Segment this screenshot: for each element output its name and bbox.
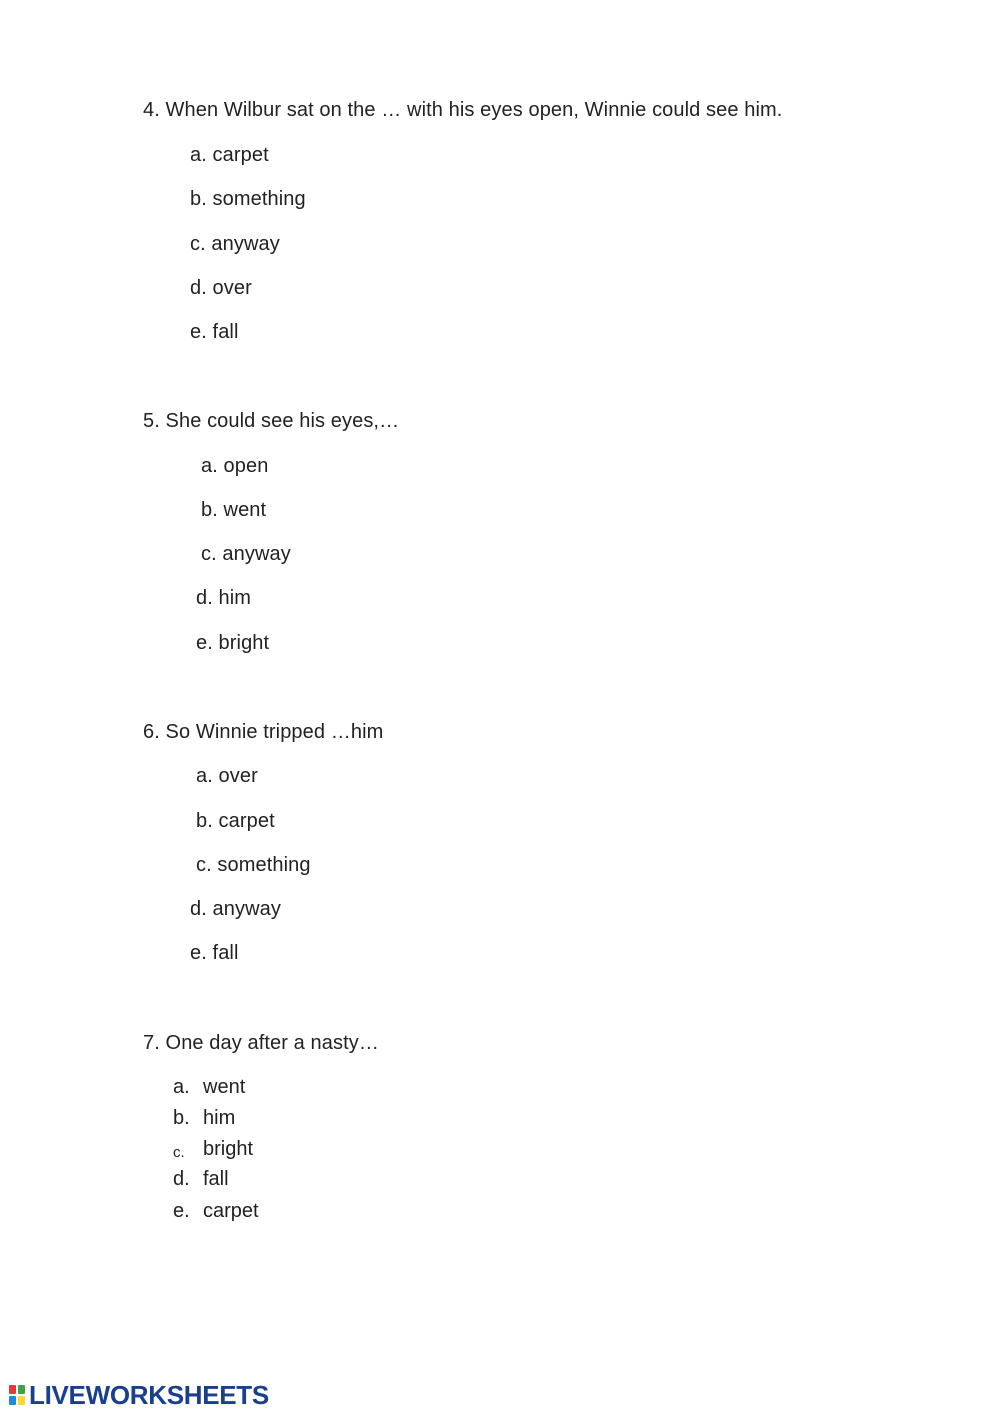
- question-5-option-e: e. bright: [196, 632, 270, 654]
- question-6-option-c: c. something: [196, 854, 311, 876]
- question-4-option-a: a. carpet: [190, 144, 269, 166]
- option-marker: b.: [173, 1107, 190, 1129]
- list-item: [173, 1167, 373, 1191]
- logo-square-blue: [9, 1396, 16, 1405]
- option-marker: e.: [173, 1200, 190, 1222]
- question-5-prompt: 5. She could see his eyes,…: [143, 410, 400, 432]
- question-7-prompt: 7. One day after a nasty…: [143, 1032, 379, 1054]
- question-4-option-d: d. over: [190, 277, 252, 299]
- list-item: [173, 1106, 373, 1130]
- logo-square-yellow: [18, 1396, 25, 1405]
- question-6-prompt: 6. So Winnie tripped …him: [143, 721, 384, 743]
- footer-brand[interactable]: [8, 1379, 269, 1410]
- list-item: [173, 1075, 373, 1099]
- logo-square-red: [9, 1385, 16, 1394]
- question-5-option-b: b. went: [201, 499, 267, 521]
- option-text: bright: [203, 1138, 254, 1160]
- question-5-option-d: d. him: [196, 587, 252, 609]
- option-text: fall: [203, 1168, 229, 1190]
- question-6-option-a: a. over: [196, 765, 258, 787]
- option-text: went: [203, 1076, 246, 1098]
- brand-name: LIVEWORKSHEETS: [29, 1379, 269, 1410]
- question-4-option-e: e. fall: [190, 321, 239, 343]
- list-item: [173, 1199, 373, 1223]
- option-marker: c.: [173, 1144, 185, 1161]
- question-6-option-b: b. carpet: [196, 810, 275, 832]
- question-4-option-b: b. something: [190, 188, 306, 210]
- question-5-option-a: a. open: [201, 455, 269, 477]
- question-4-prompt: 4. When Wilbur sat on the … with his eyes open, Winnie could see him.: [143, 99, 783, 121]
- liveworksheets-logo-icon: [8, 1384, 26, 1406]
- list-item: [173, 1137, 373, 1161]
- option-text: him: [203, 1107, 236, 1129]
- question-6-option-d: d. anyway: [190, 898, 281, 920]
- logo-square-green: [18, 1385, 25, 1394]
- option-text: carpet: [203, 1200, 259, 1222]
- question-6-option-e: e. fall: [190, 942, 239, 964]
- option-marker: d.: [173, 1168, 190, 1190]
- question-5-option-c: c. anyway: [201, 543, 291, 565]
- option-marker: a.: [173, 1076, 190, 1098]
- question-4-option-c: c. anyway: [190, 233, 280, 255]
